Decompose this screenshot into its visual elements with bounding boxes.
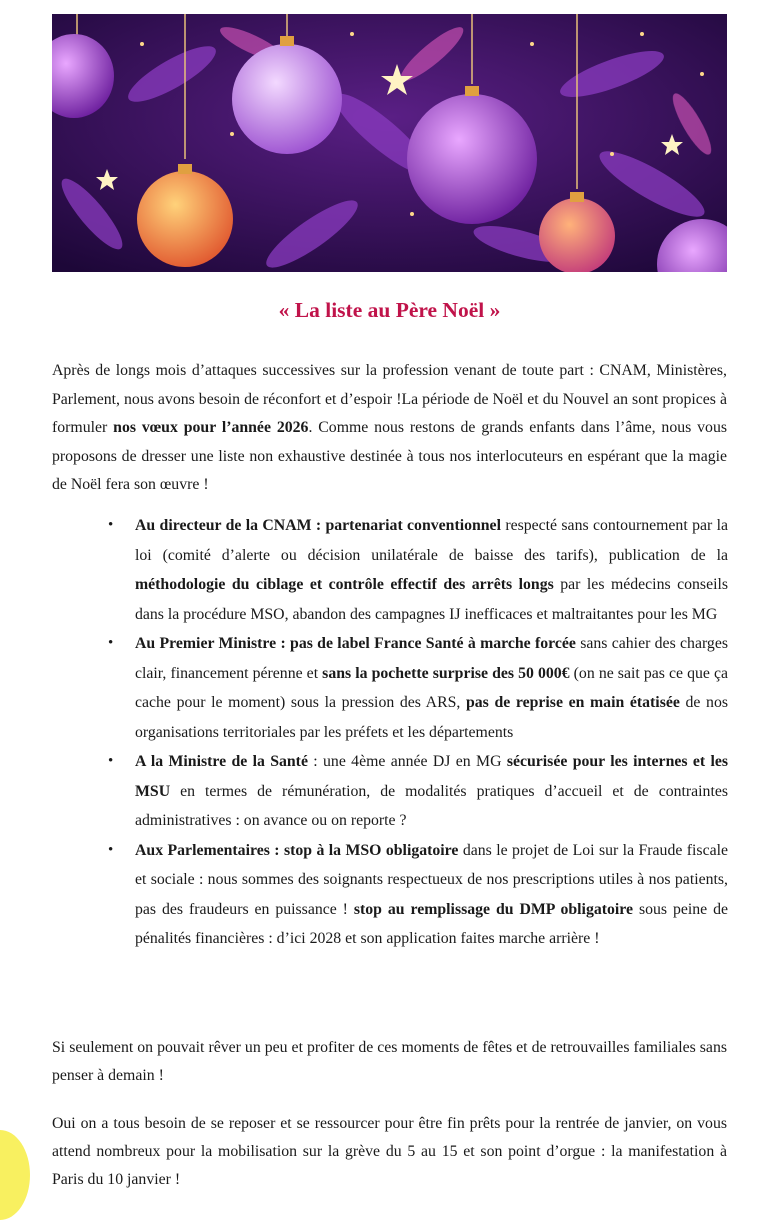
- bullet-icon: •: [108, 841, 114, 858]
- list-item-bold: Aux Parlementaires : stop à la MSO obligatoire: [135, 841, 459, 859]
- list-item-bold: sans la pochette surprise des 50 000€: [322, 664, 570, 682]
- closing-paragraph-1: Si seulement on pouvait rêver un peu et profiter de ces moments de fêtes et de retrouvailles familiales sans penser à demain !: [52, 1039, 727, 1084]
- list-item-bold: A la Ministre de la Santé: [135, 753, 308, 770]
- bullet-icon: •: [108, 753, 114, 769]
- list-item-text: dans le projet de Loi sur la Fraude fiscale et sociale : nous sommes des soignants respectueux de nos prescriptions utiles à nos patients, pas des fraudeurs en puissance !: [135, 841, 728, 918]
- list-item-text: sans cahier des charges clair, financement pérenne et: [135, 635, 728, 682]
- closing-paragraph-2: Oui on a tous besoin de se reposer et se ressourcer pour être fin prêts pour la rentrée de janvier, on vous attend nombreux pour la mobilisation sur la grève du 5 au 15 et son point d’orgue : la manifestation à Paris du 10 janvier !: [52, 1115, 727, 1188]
- bullet-icon: •: [108, 635, 114, 651]
- intro-text-1: Après de longs mois d’attaques successives sur la profession venant de toute part : CNAM, Ministères, Parlement, nous avons besoin de réconfort et d’espoir !La période de Noël et du Nouvel an sont propices à formuler: [52, 362, 727, 436]
- list-item-bold: Au directeur de la CNAM : partenariat conventionnel: [135, 517, 501, 534]
- list-item-premier-ministre: [108, 629, 728, 747]
- intro-bold: nos vœux pour l’année 2026: [113, 419, 309, 436]
- bullet-icon: •: [108, 517, 114, 533]
- list-item-bold: stop au remplissage du DMP obligatoire: [353, 900, 634, 918]
- list-item-ministre-sante: [108, 747, 729, 836]
- list-item-text: (on ne sait pas ce que ça cache pour le moment) sous la pression des ARS,: [135, 664, 728, 711]
- highlighter-mark: [0, 1130, 30, 1220]
- list-item-bold: sécurisée pour les internes et les MSU: [135, 753, 729, 800]
- list-item-text: de nos organisations territoriales par les préfets et les départements: [135, 694, 728, 741]
- list-item-cnam: [108, 511, 729, 629]
- list-item-text: par les médecins conseils dans la procédure MSO, abandon des campagnes IJ inefficaces et maltraitantes pour les MG: [135, 576, 729, 623]
- page-title: « La liste au Père Noël »: [278, 298, 501, 322]
- list-item-text: : une 4ème année DJ en MG: [307, 753, 507, 770]
- intro-paragraph: [52, 357, 727, 500]
- list-item-text: en termes de rémunération, de modalités pratiques d’accueil et de contraintes administratives : on avance ou on reporte ?: [135, 782, 728, 829]
- christmas-banner-image: [52, 14, 727, 272]
- list-item-bold: pas de reprise en main étatisée: [466, 694, 680, 711]
- list-item-parlementaires: [108, 836, 729, 954]
- list-item-bold: Au Premier Ministre : pas de label France Santé à marche forcée: [135, 635, 576, 652]
- list-item-bold: méthodologie du ciblage et contrôle effectif des arrêts longs: [135, 576, 554, 593]
- intro-text-2: . Comme nous restons de grands enfants dans l’âme, nous vous proposons de dresser une liste non exhaustive destinée à tous nos interlocuteurs en espérant que la magie de Noël fera son œuvre !: [52, 419, 727, 493]
- wish-list: [108, 511, 729, 954]
- list-item-text: respecté sans contournement par la loi (comité d’alerte ou décision unilatérale de baisse des tarifs), publication de la: [135, 517, 728, 564]
- list-item-text: sous peine de pénalités financières : d’ici 2028 et son application faites marche arrière !: [135, 900, 729, 947]
